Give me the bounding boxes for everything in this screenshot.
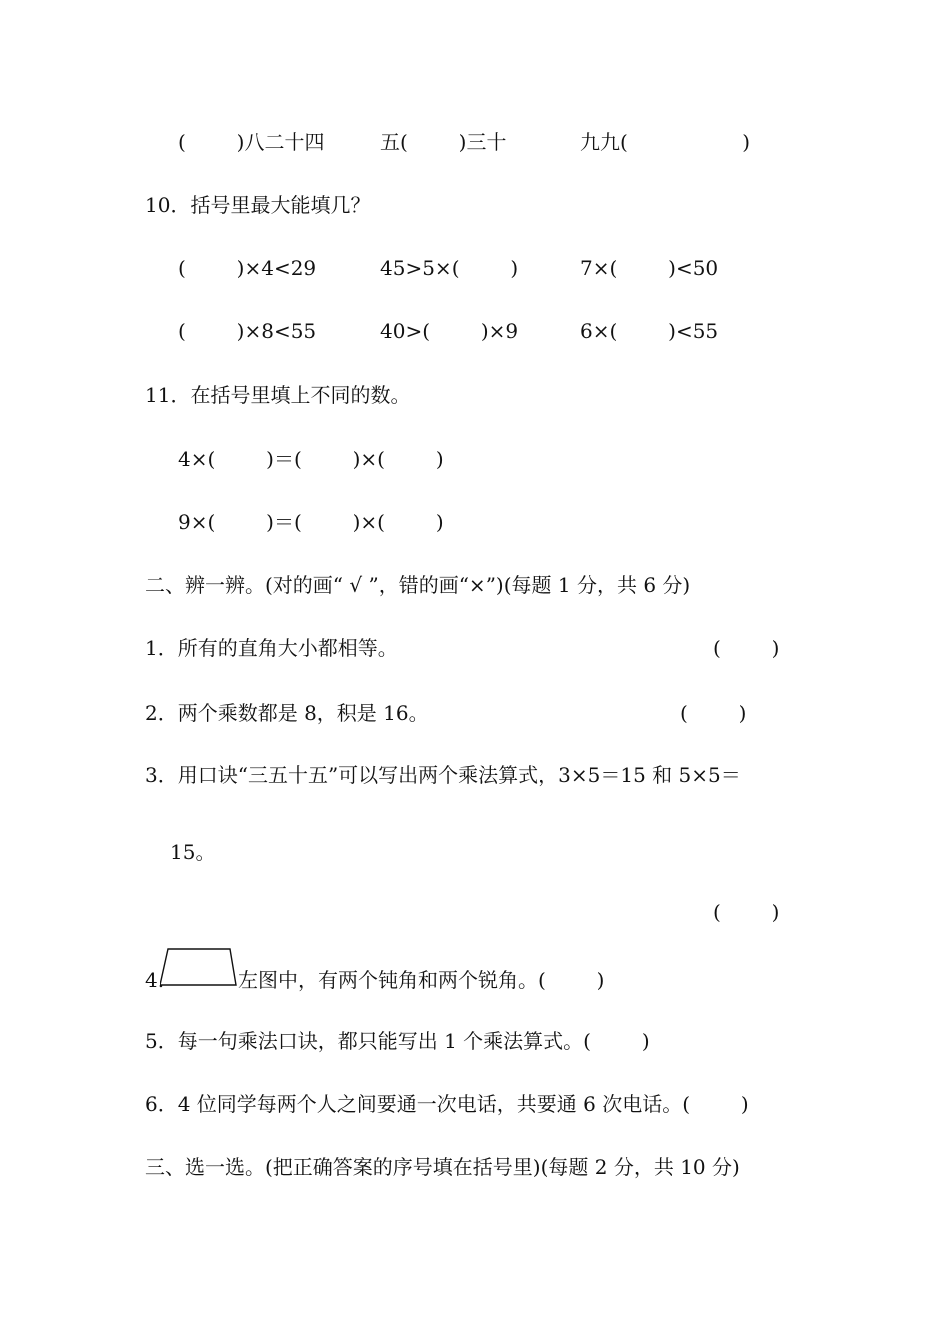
q11-title: 11．在括号里填上不同的数。 xyxy=(145,383,411,407)
q9-item-a: ( )八二十四 xyxy=(178,130,325,154)
section2-title: 二、辨一辨。(对的画“ √ ”，错的画“×”)(每题 1 分，共 6 分) xyxy=(145,573,691,597)
q10-row1-item1: ( )×4<29 xyxy=(178,256,317,280)
s2-q1: 1．所有的直角大小都相等。 xyxy=(145,636,398,660)
q10-row1-item3: 7×( )<50 xyxy=(580,256,719,280)
q9-item-b: 五( )三十 xyxy=(380,130,507,154)
s2-q1-answer-paren: ( ) xyxy=(713,636,780,660)
q10-row1-item2: 45>5×( ) xyxy=(380,256,519,280)
q11-line2: 9×( )＝( )×( ) xyxy=(178,510,444,534)
s2-q2: 2．两个乘数都是 8，积是 16。 xyxy=(145,701,429,725)
q10-row2-item1: ( )×8<55 xyxy=(178,319,317,343)
q10-row2-item3: 6×( )<55 xyxy=(580,319,719,343)
s2-q3-line1: 3．用口诀“三五十五”可以写出两个乘法算式，3×5＝15 和 5×5＝ xyxy=(145,763,741,787)
q10-title: 10．括号里最大能填几？ xyxy=(145,193,371,217)
q9-item-c: 九九( ) xyxy=(580,130,751,154)
q10-row2-item2: 40>( )×9 xyxy=(380,319,519,343)
trapezoid-figure xyxy=(160,947,240,989)
s2-q6: 6．4 位同学每两个人之间要通一次电话，共要通 6 次电话。( ) xyxy=(145,1092,749,1116)
s2-q4-text: 左图中，有两个钝角和两个锐角。( ) xyxy=(238,968,605,992)
s2-q3-answer-paren: ( ) xyxy=(713,900,780,924)
s2-q3-line2: 15。 xyxy=(170,840,216,864)
section3-title: 三、选一选。(把正确答案的序号填在括号里)(每题 2 分，共 10 分) xyxy=(145,1155,740,1179)
s2-q4-number: 4. xyxy=(145,968,165,992)
s2-q2-answer-paren: ( ) xyxy=(680,701,747,725)
s2-q5: 5．每一句乘法口诀，都只能写出 1 个乘法算式。( ) xyxy=(145,1029,650,1053)
q11-line1: 4×( )＝( )×( ) xyxy=(178,447,444,471)
